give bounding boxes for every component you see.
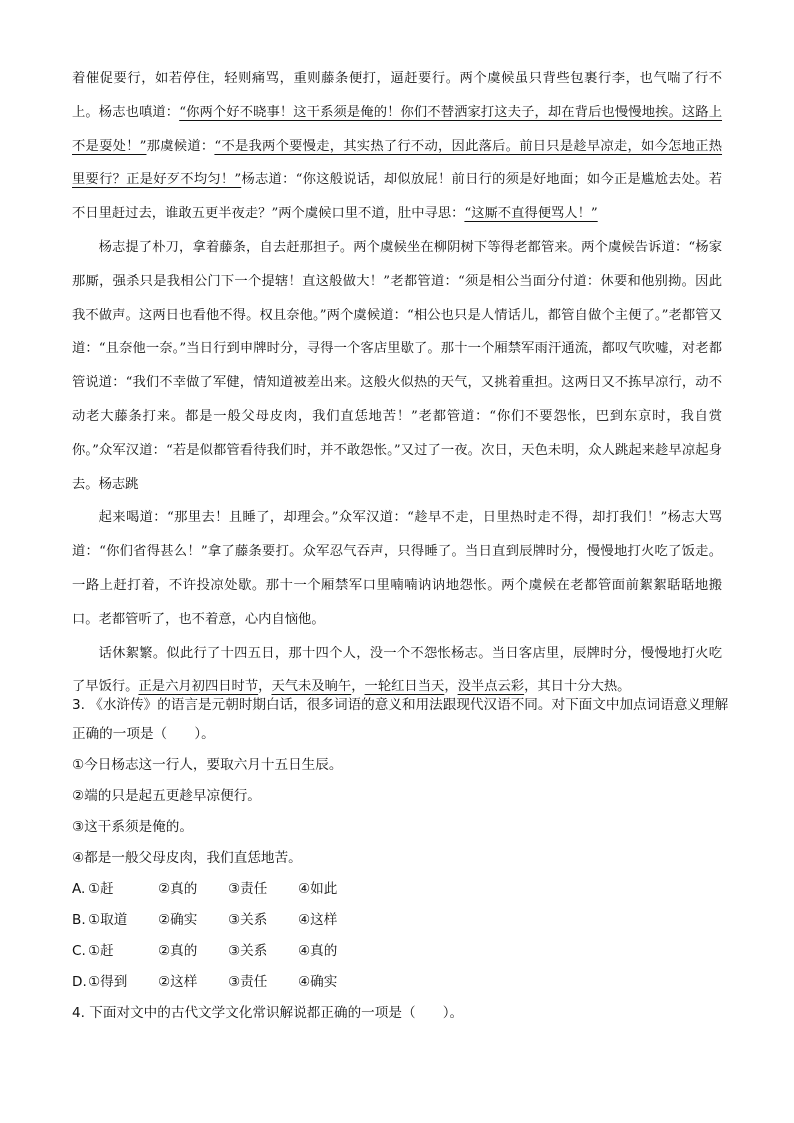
question-3-item-1: ①今日杨志这一行人，要取六月十五日生辰。	[72, 757, 343, 773]
option-part: ②这样	[158, 974, 198, 990]
option-part: ④这样	[298, 912, 338, 928]
option-key: A.	[72, 881, 86, 897]
option-part: ③关系	[228, 943, 268, 959]
option-part: ②确实	[158, 912, 198, 928]
passage-text: 话休絮繁。似此行了十四五日，那十四个人，没一个不怨怅杨志。当日客店里，辰牌时分，慢慢地打火吃了早饭行。	[72, 645, 722, 695]
underlined-phrase: 天气未及晌午	[271, 679, 352, 695]
passage-text: ，	[258, 679, 272, 695]
passage-text: ，其日十分大热。	[524, 679, 631, 695]
question-4-stem: 4. 下面对文中的古代文学文化常识解说都正确的一项是（ ）。	[72, 1005, 464, 1021]
option-d[interactable]	[72, 971, 337, 993]
option-part: ①赶	[88, 943, 114, 959]
option-part: ④如此	[298, 881, 338, 897]
underlined-dialogue: “这厮不直得便骂人！”	[464, 206, 598, 222]
underlined-dialogue: “你两个好不晓事！这干系须是俺的！你们不替洒家打这夫子，却在背后也慢慢地挨。这路上不是耍处！”	[72, 104, 723, 154]
option-part: ②真的	[158, 943, 198, 959]
option-key: C.	[72, 943, 86, 959]
reading-passage	[72, 62, 722, 704]
underlined-phrase: 一轮红日当天	[364, 679, 445, 695]
question-3-stem: 3. 《水浒传》的语言是元朝时期白话，很多词语的意义和用法跟现代汉语不同。对下面文中加点词语意义理解正确的一项是（ ）。	[72, 697, 729, 742]
passage-text: 那虞候道：	[146, 138, 215, 154]
option-part: ③关系	[228, 912, 268, 928]
passage-paragraph-1	[72, 62, 722, 231]
passage-paragraph-2: 杨志提了朴刀，拿着藤条，自去赶那担子。两个虞候坐在柳阴树下等得老都管来。两个虞候告诉道：“杨家那厮，强杀只是我相公门下一个提辖！直这般做大！”老都管道：“须是相公当面分付道：休要和他别拗。因此我不做声。这两日也看他不得。权且奈他。”两个虞候道：“相公也只是人情话儿，都管自做个主便了。”老都管又道：“且奈他一奈。”当日行到申牌时分，寻得一个客店里歇了。那十一个厢禁军雨汗通流，都叹气吹嘘，对老都管说道：“我们不幸做了军健，情知道被差出来。这般火似热的天气，又挑着重担。这两日又不拣早凉行，动不动老大藤条打来。都是一般父母皮肉，我们直恁地苦！”老都管道：“你们不要怨怅，巴到东京时，我自赏你。”众军汉道：“若是似都管看待我们时，并不敢怨怅。”又过了一夜。次日，天色未明，众人跳起来趁早凉起身去。杨志跳	[72, 239, 722, 492]
passage-text: ，	[351, 679, 365, 695]
option-part: ③责任	[228, 881, 268, 897]
passage-text: ，	[444, 679, 458, 695]
question-3-item-4: ④都是一般父母皮肉，我们直恁地苦。	[72, 850, 302, 866]
option-b[interactable]	[72, 909, 337, 931]
passage-paragraph-3: 起来喝道：“那里去！且睡了，却理会。”众军汉道：“趁早不走，日里热时走不得，却打我们！”杨志大骂道：“你们省得甚么！”拿了藤条要打。众军忍气吞声，只得睡了。当日直到辰牌时分，慢慢地打火吃了饭走。一路上赶打着，不许投凉处歇。那十一个厢禁军口里喃喃讷讷地怨怅。两个虞候在老都管面前絮絮聒聒地搬口。老都管听了，也不着意，心内自恼他。	[72, 510, 722, 627]
option-part: ④真的	[298, 943, 338, 959]
option-part: ②真的	[158, 881, 198, 897]
option-key: D.	[72, 974, 87, 990]
option-part: ①取道	[88, 912, 128, 928]
option-key: B.	[72, 912, 86, 928]
option-part: ③责任	[228, 974, 268, 990]
passage-text: 着催促要行，如若停住，轻则痛骂，重则藤条便打，逼赶要行。两个虞候虽只背些包裹行李，也气喘了行不上。杨志也嗔道：	[72, 71, 722, 120]
underlined-phrase: 没半点云彩	[457, 679, 525, 695]
question-3-item-2: ②端的只是起五更趁早凉便行。	[72, 788, 261, 804]
underlined-dialogue: “不是我两个要慢走，其实热了行不动，因此落后。前日只是趁早凉走，如今怎地正热里要行？正是好歹不均匀！”	[72, 138, 723, 188]
underlined-phrase: 正是六月初四日时节	[138, 679, 259, 695]
option-part: ①赶	[88, 881, 114, 897]
option-part: ①得到	[88, 974, 128, 990]
option-a[interactable]	[72, 878, 337, 900]
option-part: ④确实	[298, 974, 338, 990]
passage-text: 杨志道：“你这般说话，却似放屁！前日行的须是好地面；如今正是尴尬去处。若不日里赶过去，谁敢五更半夜走？”两个虞候口里不道，肚中寻思：	[72, 172, 722, 222]
question-3-item-3: ③这干系须是俺的。	[72, 819, 193, 835]
option-c[interactable]	[72, 940, 337, 962]
